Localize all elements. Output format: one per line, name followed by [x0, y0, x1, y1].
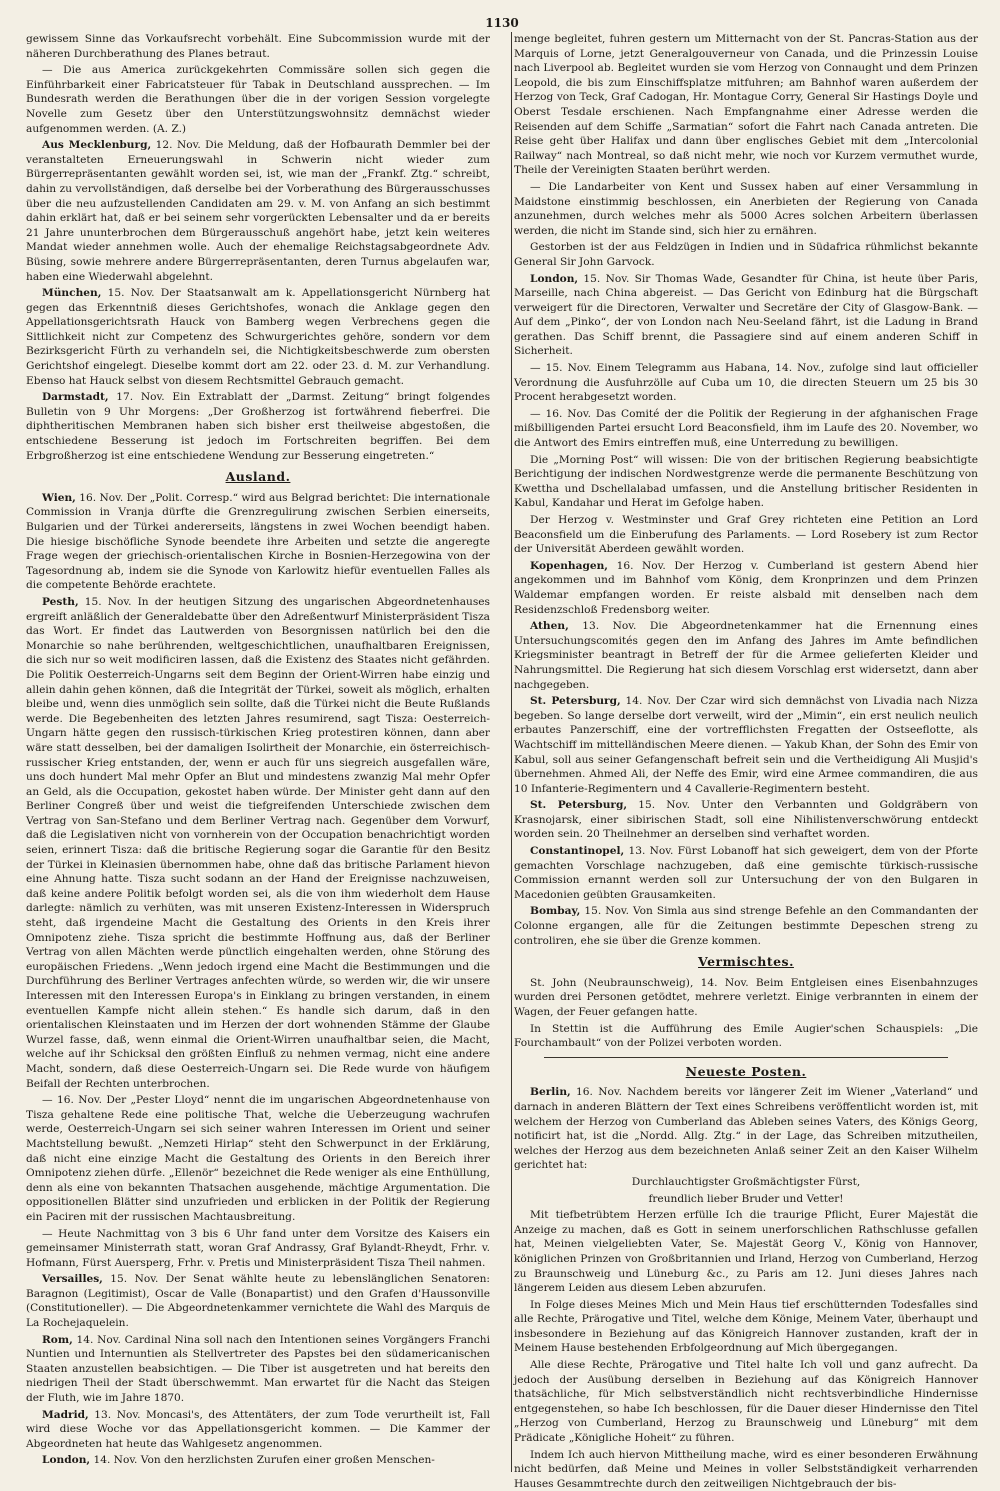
article-paragraph: gewissem Sinne das Vorkaufsrecht vorbehält. Eine Subcommission wurde mit der näheren Durchberathung des Planes betraut.	[26, 33, 490, 60]
article-darmstadt: Darmstadt, 17. Nov. Ein Extrablatt der „Darmst. Zeitung“ bringt folgendes Bulletin von 9 Uhr Morgens: „Der Großherzog ist fortwährend fieberfrei. Die diphtheritischen Membranen haben sich bisher erst theilweise abgestoßen, die entschiedene Besserung ist jedoch im Fortschreiten begriffen. Bei dem Erbgroßherzog ist eine entschiedene Wendung zur Besserung eingetreten.“	[26, 391, 490, 462]
dateline: Aus Mecklenburg,	[42, 139, 152, 152]
article-paragraph: — Die aus America zurückgekehrten Commissäre sollen sich gegen die Einführbarkeit einer Fabricatsteuer für Tabak in Deutschland aussprechen. — Im Bundesrath werden die Berathungen über die in der vorigen Session vorgelegte Novelle zum Gesetz über den Unterstützungswohnsitz demnächst wieder aufgenommen werden. (A. Z.)	[26, 64, 490, 135]
page-number: 1130	[485, 16, 519, 30]
article-paragraph: Gestorben ist der aus Feldzügen in Indien und in Südafrica rühmlichst bekannte General Sir John Garvock.	[514, 241, 978, 268]
dateline: St. Petersburg,	[530, 695, 621, 708]
column-rule	[511, 32, 512, 1472]
article-paragraph: menge begleitet, fuhren gestern um Mitternacht von der St. Pancras-Station aus der Marquis of Lorne, jetzt Generalgouverneur von Canada, und die Prinzessin Louise nach Liverpool ab. Begleitet wurden sie vom Herzog von Connaught und dem Prinzen Leopold, die bis zum Einschiffsplatze mitfuhren; am Bahnhof waren außerdem der Herzog von Teck, Graf Cadogan, Hr. Montague Corry, General Sir Hastings Doyle und Oberst Tesdale erschienen. Nach Empfangnahme einer Adresse werden die Reisenden auf dem Schiffe „Sarmatian“ sofort die Fahrt nach Canada antreten. Die Reise geht über Halifax und dann über englisches Gebiet mit dem „Intercolonial Railway“ nach Montreal, so daß nicht mehr, wie noch vor Kurzem vermuthet wurde, Theile der Vereinigten Staaten berührt werden.	[514, 33, 978, 177]
dateline: Berlin,	[530, 1086, 571, 1099]
letter-salutation: freundlich lieber Bruder und Vetter!	[648, 1192, 844, 1205]
letter-paragraph: Indem Ich auch hiervon Mittheilung mache, wird es einer besonderen Erwähnung nicht bedürfen, daß Meine und Meines in voller Selbstständigkeit verharrenden Hauses Gesammtrechte durch den zeitweiligen Nichtgebrauch der bis-	[514, 1448, 978, 1490]
dateline: Darmstadt,	[42, 391, 109, 404]
letter-paragraph: Mit tiefbetrübtem Herzen erfülle Ich die traurige Pflicht, Eurer Majestät die Anzeige zu machen, daß es Gott in seinem unerforschlichen Rathschlusse gefallen hat, Meinen vielgeliebten Vater, Se. Majestät Georg V., König von Hannover, königlichen Prinzen von Großbritannien und Irland, Herzog von Cumberland, Herzog zu Braunschweig und Lüneburg &c., zu Paris am 12. Juni dieses Jahres nach längerem Leiden aus diesem Leben abzurufen.	[514, 1209, 978, 1295]
article-st-petersburg: St. Petersburg, 14. Nov. Der Czar wird sich demnächst von Livadia nach Nizza begeben. So lange derselbe dort verweilt, wird der „Mimin“, ein erst neulich neulich erbautes Panzerschiff, eine der vortrefflichsten Fregatten der Ostseeflotte, als Wachtschiff im mittelländischen Meere dienen. — Yakub Khan, der Sohn des Emir von Kabul, soll aus seiner Gefangenschaft befreit sein und die Vertheidigung Ali Musjid's übernehmen. Ahmed Ali, der Neffe des Emir, wird eine Armee commandiren, die aus 10 Infanterie-Regimentern und 4 Cavallerie-Regimentern besteht.	[514, 695, 978, 795]
dateline: Madrid,	[42, 1408, 89, 1421]
section-heading-ausland: Ausland.	[225, 469, 291, 485]
columns	[26, 32, 978, 1490]
article-london: London, 14. Nov. Von den herzlichsten Zurufen einer großen Menschen-	[42, 1454, 435, 1467]
letter-paragraph: Alle diese Rechte, Prärogative und Titel halte Ich voll und ganz aufrecht. Da jedoch der Ausübung derselben in Beziehung auf das Königreich Hannover thatsächliche, für Mich selbstverständlich nicht rechtsverbindliche Hindernisse entgegenstehen, so habe Ich beschlossen, für die Dauer dieser Hindernisse den Titel „Herzog von Cumberland, Herzog zu Braunschweig und Lüneburg“ mit dem Prädicate „Königliche Hoheit“ zu führen.	[514, 1359, 978, 1445]
dateline: St. Petersburg,	[530, 799, 628, 812]
article-mecklenburg: Aus Mecklenburg, 12. Nov. Die Meldung, daß der Hofbaurath Demmler bei der veranstalteten Erneuerungswahl in Schwerin nicht wieder zum Bürgerrepräsentanten gewählt worden sei, ist, wie man der „Frankf. Ztg.“ schreibt, dahin zu vervollständigen, daß derselbe bei der Vorberathung des Bürgerausschusses über die neu aufzustellenden Candidaten am 29. v. M. von Anfang an sich bestimmt dahin erklärt hat, daß er bei seinem sehr vorgerückten Lebensalter und da er bereits 21 Jahre ununterbrochen dem Bürgerausschuß angehört habe, jetzt kein weiteres Mandat wieder annehmen wolle. Auch der ehemalige Reichstagsabgeordnete Adv. Büsing, sowie mehrere andere Bürgerrepräsentanten, deren Turnus abgelaufen war, haben eine Wiederwahl abgelehnt.	[26, 139, 490, 283]
dateline: München,	[42, 287, 102, 300]
article-wien: Wien, 16. Nov. Der „Polit. Corresp.“ wird aus Belgrad berichtet: Die internationale Commission in Vranja dürfte die Grenzregulirung zwischen Serbien einerseits, Bulgarien und der Türkei andererseits, längstens in zwei Wochen beendigt haben. Die hiesige bischöfliche Synode beendete ihre Arbeiten und setzte die angeregte Frage wegen der griechisch-orientalischen Kirche in Bosnien-Herzegowina von der Tagesordnung ab, indem sie die Synode von Karlowitz hiefür eventuellen Falles als die competente Behörde erachtete.	[26, 491, 490, 592]
article-paragraph: In Stettin ist die Aufführung des Emile Augier'schen Schauspiels: „Die Fourchambault“ von der Polizei verboten worden.	[514, 1022, 978, 1050]
article-paragraph: — Die Landarbeiter von Kent und Sussex haben auf einer Versammlung in Maidstone einstimmig beschlossen, ein Anerbieten der Regierung von Canada anzunehmen, durch welches mehr als 5000 Acres solchen Arbeitern überlassen werden, die nicht im Stande sind, sich hier zu ernähren.	[514, 180, 978, 237]
article-kopenhagen: Kopenhagen, 16. Nov. Der Herzog v. Cumberland ist gestern Abend hier angekommen und im Bahnhof vom König, dem Kronprinzen und dem Prinzen Waldemar empfangen worden. Er reiste alsbald mit denselben nach dem Residenzschloß Fredensborg weiter.	[514, 559, 978, 616]
article-rom: Rom, 14. Nov. Cardinal Nina soll nach den Intentionen seines Vorgängers Franchi Nuntien und Internuntien als Stellvertreter des Papstes bei den südamericanischen Staaten anzustellen beabsichtigen. — Die Tiber ist ausgetreten und hat bereits den niedrigen Theil der Stadt überschwemmt. Man erwartet für die Nacht das Steigen der Fluth, wie im Jahre 1870.	[26, 1333, 490, 1405]
section-heading-neueste-posten: Neueste Posten.	[685, 1063, 807, 1079]
article-madrid: Madrid, 13. Nov. Moncasi's, des Attentäters, der zum Tode verurtheilt ist, Fall wird diese Woche vor das Appellationsgericht kommen. — Die Kammer der Abgeordneten hat heute das Wahlgesetz angenommen.	[26, 1408, 490, 1450]
article-london: London, 15. Nov. Sir Thomas Wade, Gesandter für China, ist heute über Paris, Marseille, nach China abgereist. — Das Gericht von Edinburg hat die Bürgschaft verweigert für die Directoren, Verwalter und Secretäre der City of Glasgow-Bank. — Auf dem „Pinko“, der von London nach Neu-Seeland fährt, ist die Ladung in Brand gerathen. Das Schiff brennt, die Passagiere sind auf einem anderen Schiff in Sicherheit.	[514, 272, 978, 358]
article-athen: Athen, 13. Nov. Die Abgeordnetenkammer hat die Ernennung eines Untersuchungscomités gegen den im Anfang des Jahres im Amte befindlichen Kriegsminister beantragt in Betreff der für die Armee gelieferten Kleider und Nahrungsmittel. Die Regierung hat sich diesem Vorschlag erst widersetzt, dann aber nachgegeben.	[514, 620, 978, 691]
dateline: Rom,	[42, 1333, 73, 1346]
article-berlin: Berlin, 16. Nov. Nachdem bereits vor längerer Zeit im Wiener „Vaterland“ und darnach in anderen Blättern der Text eines Schreibens veröffentlicht worden ist, mit welchem der Herzog von Cumberland das Ableben seines Vaters, des Königs Georg, notificirt hat, ist die „Nordd. Allg. Ztg.“ in der Lage, das Schreiben mitzutheilen, welches der Herzog aus dem bezeichneten Anlaß seiner Zeit an den Kaiser Wilhelm gerichtet hat:	[514, 1086, 978, 1172]
dateline: Pesth,	[42, 595, 79, 608]
dateline: Versailles,	[42, 1273, 103, 1286]
letter-salutation: Durchlauchtigster Großmächtigster Fürst,	[631, 1175, 861, 1188]
article-pesth: Pesth, 15. Nov. In der heutigen Sitzung des ungarischen Abgeordnetenhauses ergreift anläßlich der Generaldebatte über den Adreßentwurf Ministerpräsident Tisza das Wort. Er findet das Lautwerden von Besorgnissen natürlich bei den die Monarchie so nahe berührenden, weltgeschichtlichen, unaufhaltbaren Ereignissen, die sich nur so weit modificiren lassen, daß die Existenz des Staates nicht gefährden. Die Politik Oesterreich-Ungarns seit dem Beginn der Orient-Wirren habe einzig und allein dahin gehen können, daß die Integrität der Türkei, soweit als möglich, erhalten bleibe und, wenn dies unmöglich sein sollte, daß die Türkei nicht die Beute Rußlands werde. Die Begebenheiten des letzten Jahres resumirend, sagt Tisza: Oesterreich-Ungarn hätte gegen den russisch-türkischen Krieg protestiren können, dann aber wäre statt desselben, bei der damaligen Isolirtheit der Monarchie, ein österreichisch-russischer Krieg entstanden, der, wenn er auch für uns siegreich ausgefallen wäre, uns doch hundert Mal mehr Opfer an Blut und mindestens zwanzig Mal mehr Opfer an Geld, als die Occupation, gekostet haben würde. Der Minister geht dann auf den Berliner Congreß über und weist die tiefgreifenden Unterschiede zwischen dem Vertrag von San-Stefano und dem Berliner Vertrag nach. Gegenüber dem Vorwurf, daß die Legislativen nicht von vornherein von der Occupation benachrichtigt worden seien, erinnert Tisza: daß die britische Regierung sogar die Garantie für den Besitz der Türkei in Kleinasien übernommen habe, ohne daß das britische Parlament hievon eine Ahnung hatte. Tisza sucht sodann an der Hand der Ereignisse nachzuweisen, daß keine andere Politik befolgt worden sei, als die von ihm wiederholt dem Hause darlegte: nämlich zu verhüten, was mit unseren Existenz-Interessen in Widerspruch steht, daß irgendeine Macht die Gestaltung des Orients in den Kreis ihrer Omnipotenz ziehe. Tisza spricht die bestimmte Hoffnung aus, daß der Berliner Vertrag von allen Mächten werde pünctlich eingehalten werden, ohne Störung des europäischen Friedens. „Wenn jedoch irgend eine Macht die Bestimmungen und die Durchführung des Berliner Vertrages anfechten würde, so werden wir, die wir unsere Interessen mit den Interessen Europa's in Einklang zu bringen verstanden, in einem eventuellen Kampfe nicht allein stehen.“ Es handle sich darum, daß in den orientalischen Kleinstaaten und im Herzen der dort wohnenden Stämme der Glaube Wurzel fasse, daß, wenn einmal die Orient-Wirren unaufhaltbar seien, die Macht, welche auf ihr Schicksal den größten Einfluß zu nehmen vermag, nicht eine andere Macht, sondern, daß diese Oesterreich-Ungarn sei. Die Rede wurde von häufigem Beifall der Rechten unterbrochen.	[26, 595, 490, 1090]
section-heading-vermischtes: Vermischtes.	[698, 954, 794, 970]
article-paragraph: — 16. Nov. Der „Pester Lloyd“ nennt die im ungarischen Abgeordnetenhause von Tisza gehaltene Rede eine politische That, welche die Ueberzeugung wachrufen werde, Oesterreich-Ungarn sei sich seiner wahren Interessen im Orient und seiner Machtstellung bewußt. „Nemzeti Hirlap“ steht den Schwerpunct in der Erklärung, daß nicht eine einzige Macht die Gestaltung des Orients in den Bereich ihrer Omnipotenz ziehen dürfe. „Ellenör“ bezeichnet die Rede weniger als eine Enthüllung, denn als eine von bekannten Thatsachen ausgehende, mächtige Argumentation. Die oppositionellen Blätter sind unzufrieden und erblicken in der Politik der Regierung ein Paciren mit der russischen Machtausbreitung.	[26, 1094, 490, 1223]
article-constantinopel: Constantinopel, 13. Nov. Fürst Lobanoff hat sich geweigert, dem von der Pforte gemachten Vorschlage nachzugeben, daß eine gemischte türkisch-russische Commission ernannt werden soll zur Untersuchung der von den Bulgaren in Macedonien geübten Grausamkeiten.	[514, 845, 978, 901]
dateline: London,	[530, 272, 579, 285]
article-bombay: Bombay, 15. Nov. Von Simla aus sind strenge Befehle an den Commandanten der Colonne ergangen, alle für die Zeitungen bestimmte Depeschen streng zu controliren, ehe sie über die Grenze kommen.	[514, 905, 978, 947]
article-paragraph: — Heute Nachmittag von 3 bis 6 Uhr fand unter dem Vorsitze des Kaisers ein gemeinsamer Ministerrath statt, woran Graf Andrassy, Graf Bylandt-Rheydt, Frhr. v. Hofmann, Fürst Auersperg, Frhr. v. Pretis und Ministerpräsident Tisza Theil nahmen.	[26, 1227, 490, 1269]
dateline: London,	[42, 1454, 91, 1467]
dateline: Constantinopel,	[530, 845, 625, 858]
article-versailles: Versailles, 15. Nov. Der Senat wählte heute zu lebenslänglichen Senatoren: Baragnon (Legitimist), Oscar de Valle (Bonapartist) und den Grafen d'Haussonville (Constitutioneller). — Die Abgeordnetenkammer vernichtete die Wahl des Marquis de La Rochejaquelein.	[26, 1273, 490, 1330]
dateline: Athen,	[530, 620, 569, 633]
dateline: Kopenhagen,	[530, 559, 608, 572]
article-muenchen: München, 15. Nov. Der Staatsanwalt am k. Appellationsgericht Nürnberg hat gegen das Erkenntniß dieses Gerichtshofes, wonach die Anklage gegen den Appellationsgerichtsrath Hauck von Bamberg wegen Verbrechens gegen die Sittlichkeit nicht zur Competenz des Schwurgerichtes gehöre, sondern vor dem Bezirksgericht Fürth zu verhandeln sei, die Nichtigkeitsbeschwerde zum obersten Gerichtshof eingelegt. Dieselbe kommt dort am 22. oder 23. d. M. zur Verhandlung. Ebenso hat Hauck selbst von diesem Rechtsmittel Gebrauch gemacht.	[26, 287, 490, 387]
article-paragraph: — 15. Nov. Einem Telegramm aus Habana, 14. Nov., zufolge sind laut officieller Verordnung die Ausfuhrzölle auf Cuba um 10, die directen Steuern um 25 bis 30 Procent herabgesetzt worden.	[514, 362, 978, 404]
dateline: Wien,	[42, 491, 76, 504]
article-paragraph: — 16. Nov. Das Comité der die Politik der Regierung in der afghanischen Frage mißbilligenden Partei ersucht Lord Beaconsfield, ihm im Laufe des 20. November, wo die Antwort des Emirs eintreffen muß, eine Unterredung zu bewilligen.	[514, 407, 978, 450]
article-paragraph: Der Herzog v. Westminster und Graf Grey richteten eine Petition an Lord Beaconsfield um die Einberufung des Parlaments. — Lord Rosebery ist zum Rector der Universität Aberdeen gewählt worden.	[514, 514, 978, 556]
right-column	[502, 32, 978, 1490]
section-divider	[544, 1057, 948, 1058]
dateline: Bombay,	[530, 905, 581, 918]
article-st-petersburg: St. Petersburg, 15. Nov. Unter den Verbannten und Goldgräbern von Krasnojarsk, einer sibirischen Stadt, soll eine Nihilistenverschwörung entdeckt worden sein. 20 Theilnehmer an derselben sind verhaftet worden.	[514, 799, 978, 841]
left-column	[26, 32, 502, 1472]
letter-paragraph: In Folge dieses Meines Mich und Mein Haus tief erschütternden Todesfalles sind alle Rechte, Prärogative und Titel, welche dem Könige, Meinem Vater, überhaupt und insbesondere in Beziehung auf das Königreich Hannover zustanden, kraft der in Meinem Hause bestehenden Erbfolgeordnung auf Mich übergegangen.	[514, 1298, 978, 1355]
article-paragraph: St. John (Neubraunschweig), 14. Nov. Beim Entgleisen eines Eisenbahnzuges wurden drei Personen getödtet, mehrere verletzt. Einige verbrannten in einem der Wagen, der Feuer gefangen hatte.	[514, 976, 978, 1018]
article-paragraph: Die „Morning Post“ will wissen: Die von der britischen Regierung beabsichtigte Berichtigung der indischen Nordwestgrenze werde die permanente Beschützung von Kwettha und Dschellalabad umfassen, und die Anstellung britischer Residenten in Kabul, Kandahar und Herat im Gefolge haben.	[514, 453, 978, 510]
